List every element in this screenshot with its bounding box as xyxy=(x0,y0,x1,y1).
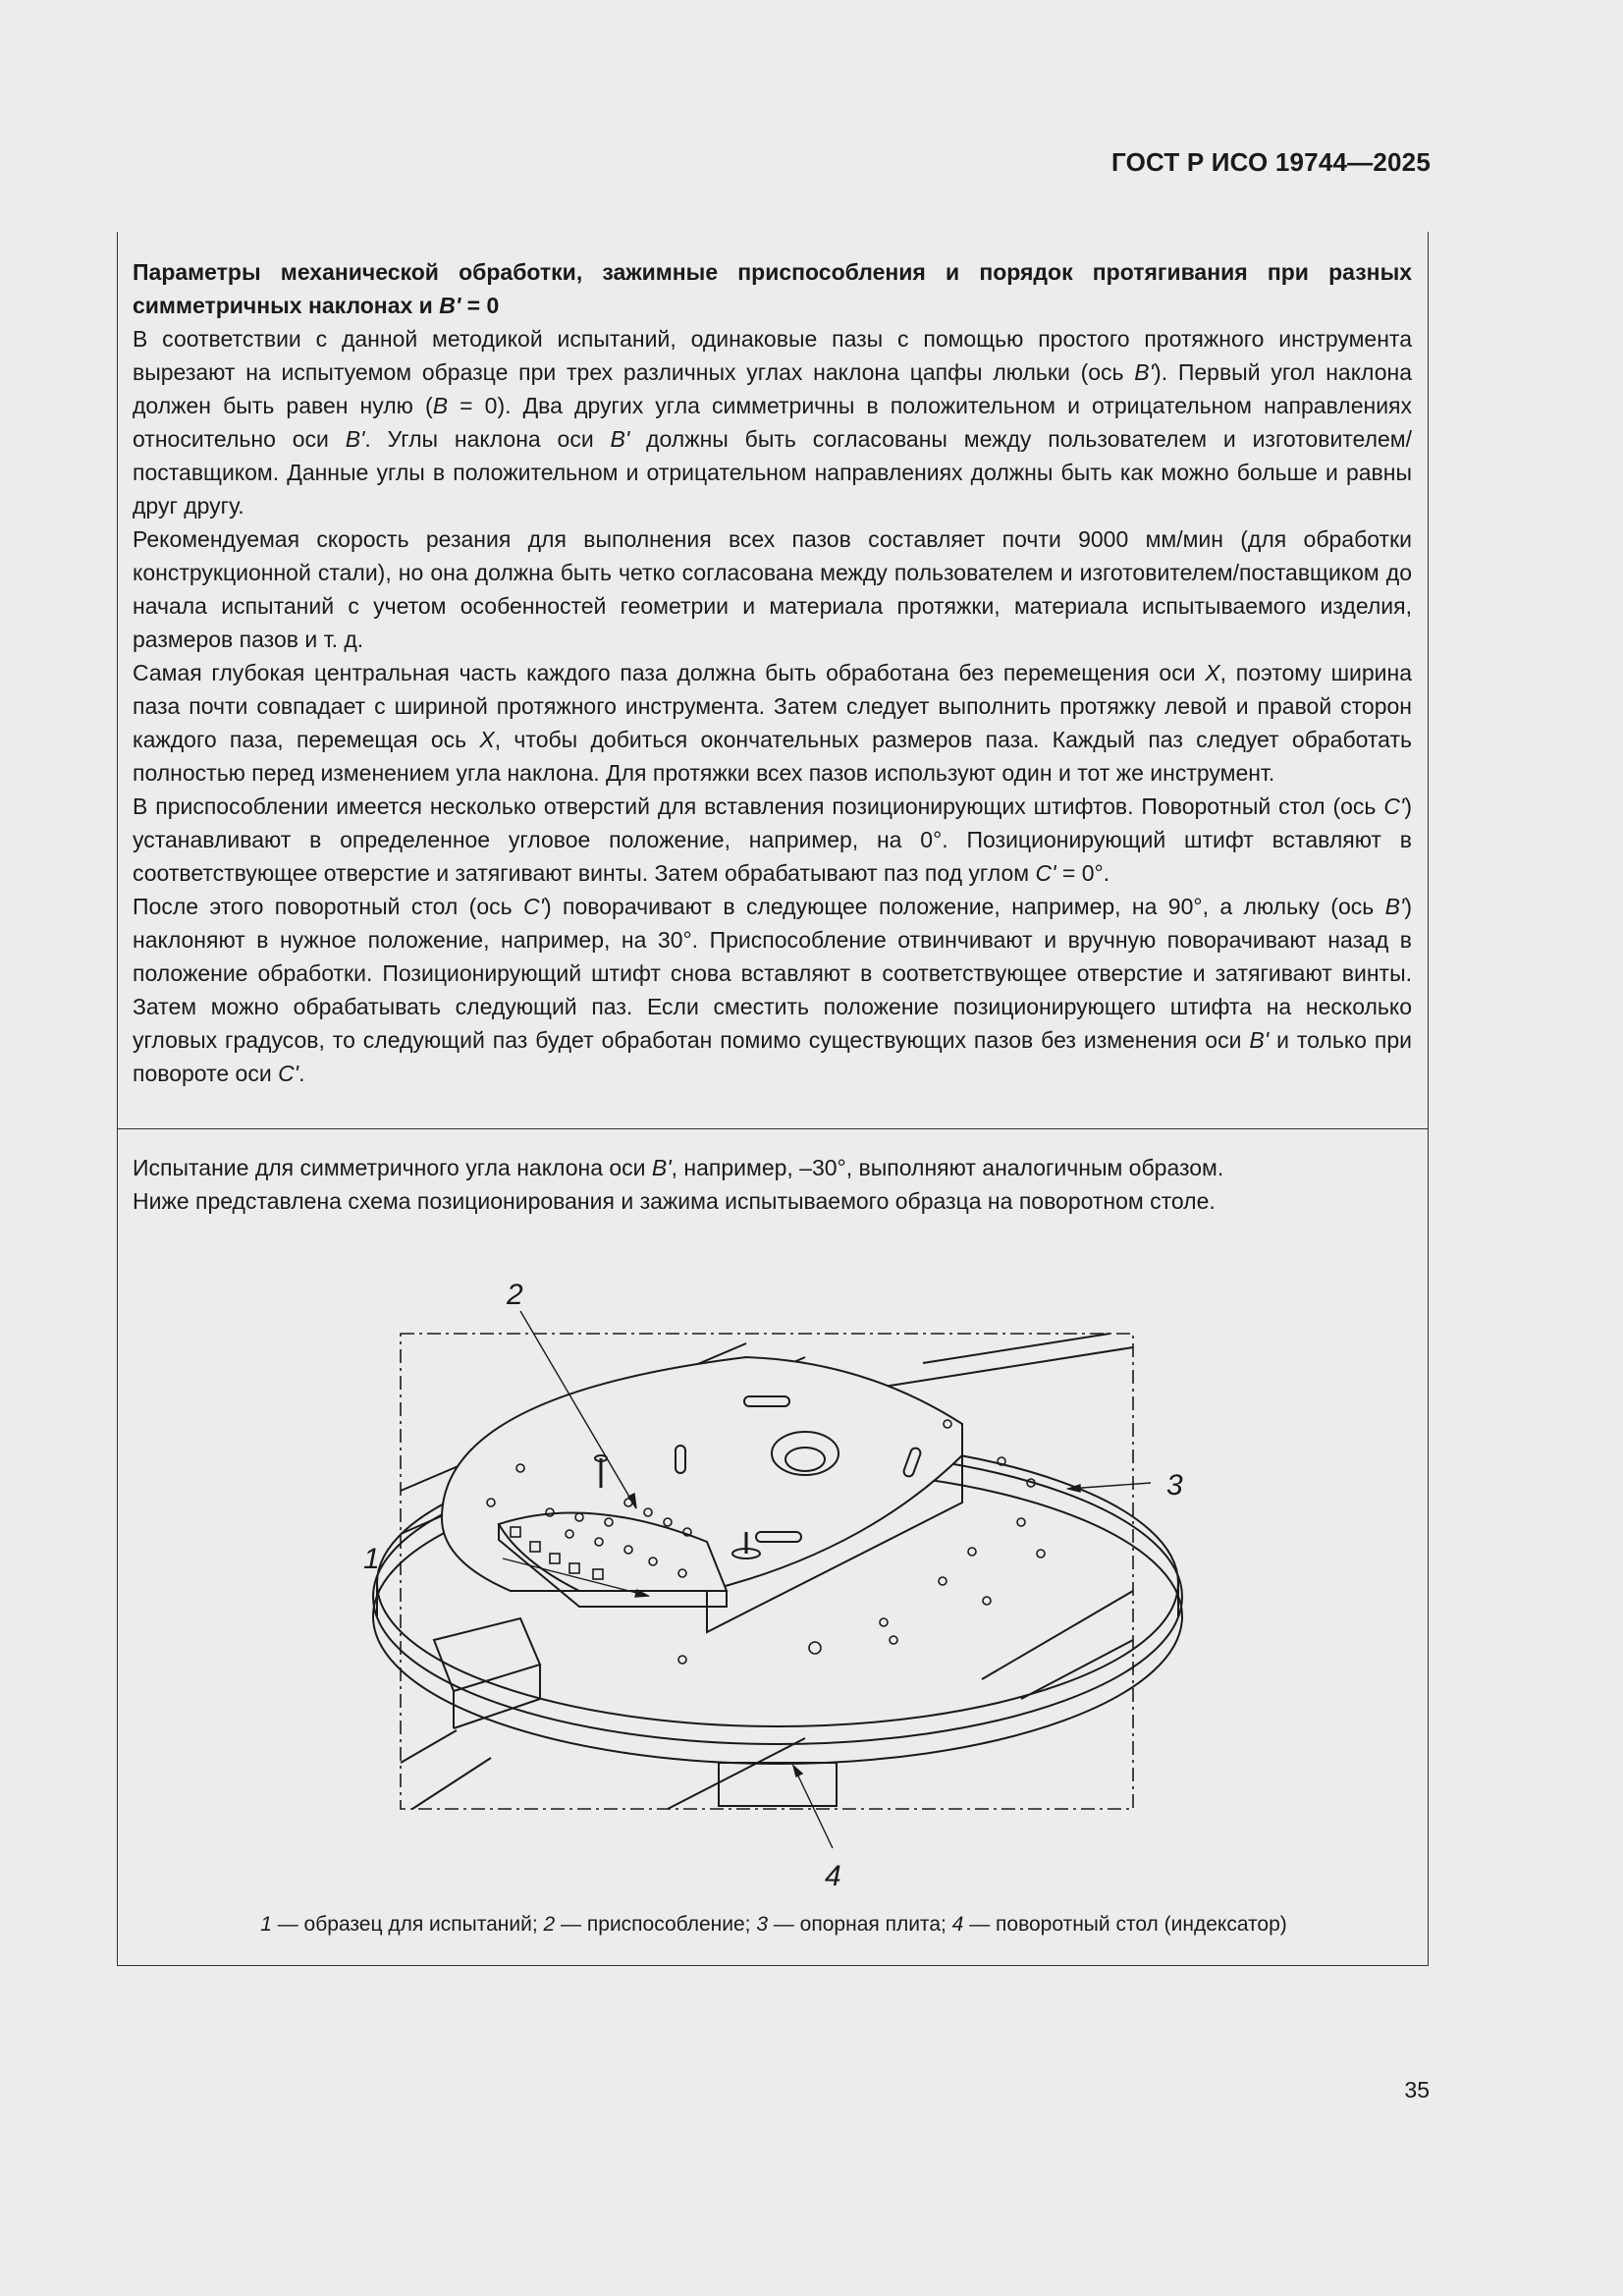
paragraph-3: Самая глубокая центральная часть каждого паза должна быть обработана без перемещения оси X, поэтому ширина паза почти совпадает с шириной протяжного инструмента. Затем следует выполнить протяжку левой и правой сторон каждого паза, перемещая ось X, чтобы добиться окончательных размеров паза. Каждый паз следует обработать полностью перед изменением угла наклона. Для протяжки всех пазов используют один и тот же инструмент. xyxy=(133,660,1412,786)
label-3: 3 xyxy=(1166,1469,1183,1502)
label-1: 1 xyxy=(363,1543,380,1575)
table-base xyxy=(719,1763,837,1806)
text-section xyxy=(117,232,1429,1129)
label-4: 4 xyxy=(825,1860,841,1892)
paragraph-7: Ниже представлена схема позиционирования и зажима испытываемого образца на поворотном столе. xyxy=(133,1188,1216,1214)
paragraph-4: В приспособлении имеется несколько отверстий для вставления позиционирующих штифтов. Поворотный стол (ось C') устанавливают в определенное угловое положение, например, на 0°. Позиционирующий штифт вставляют в соответствующее отверстие и затягивают винты. Затем обрабатывают паз под углом C' = 0°. xyxy=(133,793,1412,886)
page-number: 35 xyxy=(1404,2077,1430,2103)
label-2: 2 xyxy=(507,1279,523,1311)
document-header: ГОСТ Р ИСО 19744—2025 xyxy=(1110,147,1431,177)
paragraph-5: После этого поворотный стол (ось C') поворачивают в следующее положение, например, на 90°, а люльку (ось B') наклоняют в нужное положение, например, на 30°. Приспособление отвинчивают и вручную поворачивают назад в положение обработки. Позиционирующий штифт снова вставляют в соответствующее отверстие и затягивают винты. Затем можно обрабатывать следующий паз. Если сместить положение позиционирующего штифта на несколько угловых градусов, то следующий паз будет обработан помимо существующих пазов без изменения оси B' и только при повороте оси C'. xyxy=(133,894,1412,1086)
support-block xyxy=(434,1618,540,1691)
section-body xyxy=(133,255,1412,1090)
figure-caption: 1 — образец для испытаний; 2 — приспособление; 3 — опорная плита; 4 — поворотный стол (индексатор) xyxy=(260,1913,1287,1936)
paragraph-6: Испытание для симметричного угла наклона оси B', например, –30°, выполняют аналогичным образом. xyxy=(133,1155,1224,1180)
figure-section xyxy=(117,1129,1429,1966)
section-heading: Параметры механической обработки, зажимные приспособления и порядок протягивания при разных симметричных наклонах и B' = 0 xyxy=(133,259,1412,318)
paragraph-2: Рекомендуемая скорость резания для выполнения всех пазов составляет почти 9000 мм/мин (для обработки конструкционной стали), но она должна быть четко согласована между пользователем и изготовителем/поставщиком до начала испытаний с учетом особенностей геометрии и материала протяжки, материала испытываемого изделия, размеров пазов и т. д. xyxy=(133,526,1412,652)
paragraph-1: В соответствии с данной методикой испытаний, одинаковые пазы с помощью простого протяжного инструмента вырезают на испытуемом образце при трех различных углах наклона цапфы люльки (ось B'). Первый угол наклона должен быть равен нулю (B = 0). Два других угла симметричны в положительном и отрицательном направлениях относительно оси B'. Углы наклона оси B' должны быть согласованы между пользователем и изготовителем/поставщиком. Данные углы в положительном и отрицательном направлениях должны быть как можно больше и равны друг другу. xyxy=(133,326,1413,519)
rotary-table-diagram xyxy=(118,1129,1430,1966)
